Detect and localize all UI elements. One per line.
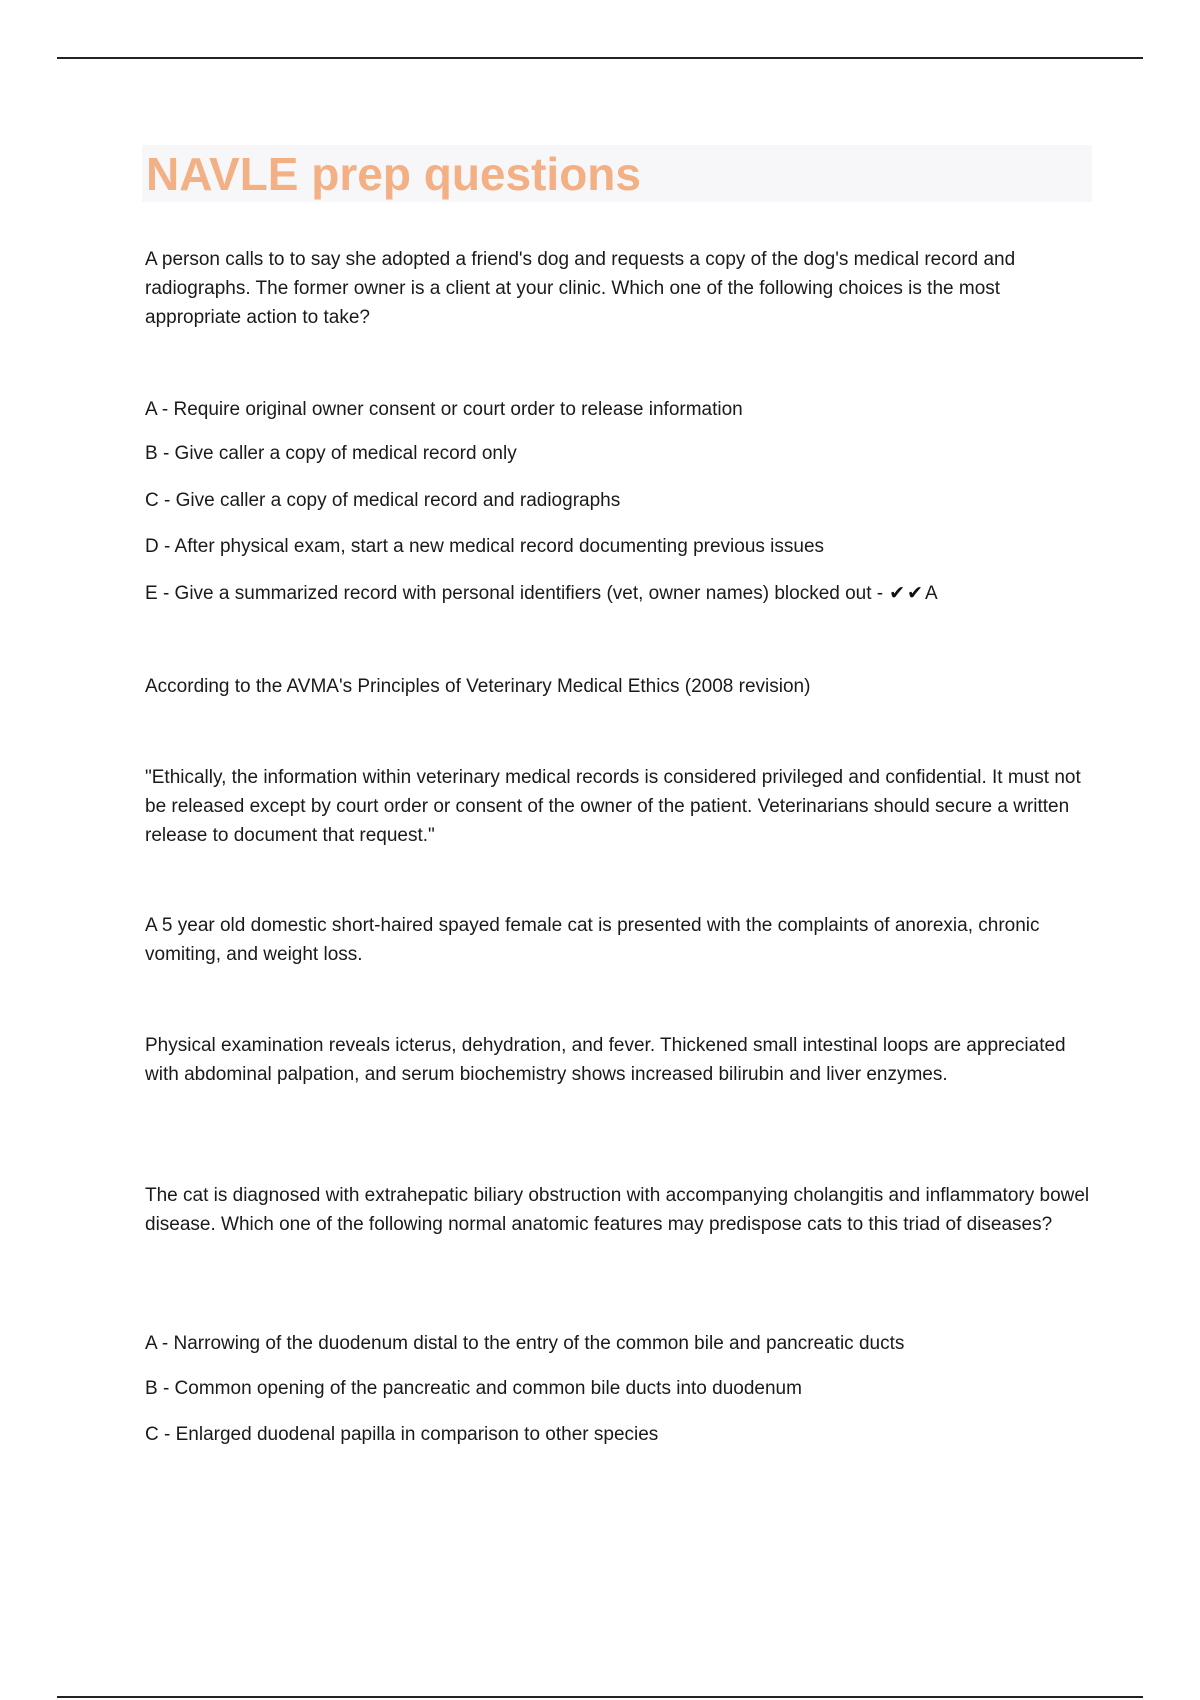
q1-option-c: C - Give caller a copy of medical record and radiographs [145,490,621,511]
q1-option-e-text: E - Give a summarized record with personal identifiers (vet, owner names) blocked out - [145,583,884,604]
q2-option-b: B - Common opening of the pancreatic and common bile ducts into duodenum [145,1378,802,1399]
q1-option-e [145,579,1095,608]
q2-exam: Physical examination reveals icterus, dehydration, and fever. Thickened small intestinal loops are appreciated with abdominal palpation, and serum biochemistry shows increased bilirubin and liver enzymes. [145,1035,1066,1085]
q1-option-d: D - After physical exam, start a new medical record documenting previous issues [145,536,825,557]
q1-answer: A [924,583,938,604]
q1-explanation-source: According to the AVMA's Principles of Veterinary Medical Ethics (2008 revision) [145,676,811,697]
q1-option-a: A - Require original owner consent or court order to release information [145,399,743,420]
q1-option-b: B - Give caller a copy of medical record only [145,443,517,464]
bottom-rule [57,1696,1143,1698]
q2-option-c: C - Enlarged duodenal papilla in comparison to other species [145,1424,659,1445]
q1-stem: A person calls to to say she adopted a friend's dog and requests a copy of the dog's medical record and radiographs. The former owner is a client at your clinic. Which one of the following choices is the most appropriate action to take? [145,249,1016,328]
top-rule [57,57,1143,59]
q1-explanation-quote: "Ethically, the information within veterinary medical records is considered privileged and confidential. It must not be released except by court order or consent of the owner of the patient. Veterinarians should secure a written release to document that request." [145,767,1081,846]
q2-option-a: A - Narrowing of the duodenum distal to the entry of the common bile and pancreatic ducts [145,1333,905,1354]
q2-question: The cat is diagnosed with extrahepatic biliary obstruction with accompanying cholangitis and inflammatory bowel disease. Which one of the following normal anatomic features may predispose cats to this triad of diseases? [145,1185,1090,1235]
check-mark-icon: ✔✔ [889,583,925,604]
q2-presentation: A 5 year old domestic short-haired spayed female cat is presented with the complaints of anorexia, chronic vomiting, and weight loss. [145,915,1040,965]
page-title: NAVLE prep questions [146,148,641,200]
